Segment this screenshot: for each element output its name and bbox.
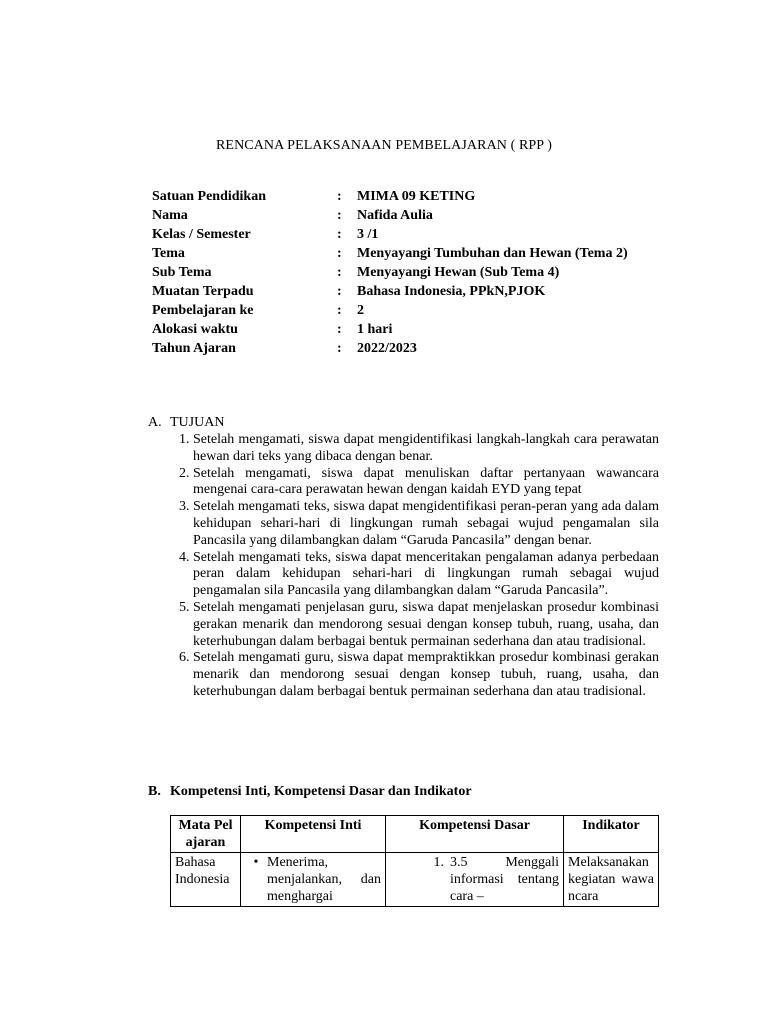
identity-row xyxy=(152,339,657,358)
cell-mapel: Bahasa Indonesia xyxy=(171,853,241,907)
identity-value: 3 /1 xyxy=(357,227,379,242)
identity-label: Tahun Ajaran xyxy=(152,341,236,356)
identity-label: Alokasi waktu xyxy=(152,322,238,337)
cell-kd xyxy=(386,853,564,907)
column-header-mapel: Mata Pelajaran xyxy=(171,816,241,853)
identity-separator: : xyxy=(337,341,342,356)
table-header-row xyxy=(171,816,659,853)
section-heading xyxy=(148,413,659,432)
identity-row xyxy=(152,282,657,301)
section-letter: A. xyxy=(148,415,162,430)
identity-row xyxy=(152,263,657,282)
list-text: Setelah mengamati penjelasan guru, siswa dapat menjelaskan prosedur kombinasi gerakan menarik dan mendorong sesuai dengan konsep tubuh, ruang, usaha, dan keterhubungan dalam berbagai bentuk permainan sederhana dan atau tradisional. xyxy=(193,599,659,649)
identity-separator: : xyxy=(337,265,342,280)
identity-value: MIMA 09 KETING xyxy=(357,189,476,204)
identity-label: Pembelajaran ke xyxy=(152,303,254,318)
identity-row xyxy=(152,320,657,339)
table-row xyxy=(171,853,659,907)
identity-separator: : xyxy=(337,246,342,261)
bullet-icon: • xyxy=(253,855,259,870)
column-header-kd: Kompetensi Dasar xyxy=(386,816,564,853)
identity-separator: : xyxy=(337,303,342,318)
identity-label: Satuan Pendidikan xyxy=(152,189,266,204)
identity-label: Sub Tema xyxy=(152,265,212,280)
objective-list xyxy=(148,432,659,701)
list-number: 2. xyxy=(179,465,190,481)
identity-row xyxy=(152,187,657,206)
section-title: TUJUAN xyxy=(170,415,225,430)
identity-value: 1 hari xyxy=(357,322,393,337)
list-item xyxy=(148,432,659,466)
kd-text: 3.5 Menggali informasi tentang cara – xyxy=(450,855,559,904)
list-text: Setelah mengamati teks, siswa dapat menceritakan pengalaman adanya perbedaan peran dalam kehidupan sehari-hari di lingkungan rumah sebagai wujud pengamalan sila Pancasila yang dilambangkan dalam “Garuda Pancasila”. xyxy=(193,549,659,599)
identity-value: Menyayangi Hewan (Sub Tema 4) xyxy=(357,265,560,280)
competency-table xyxy=(170,815,659,907)
section-title: Kompetensi Inti, Kompetensi Dasar dan Indikator xyxy=(170,784,472,799)
list-item xyxy=(148,466,659,500)
list-text: Setelah mengamati guru, siswa dapat mempraktikkan prosedur kombinasi gerakan menarik dan mendorong sesuai dengan konsep tubuh, ruang, usaha, dan keterhubungan dalam berbagai bentuk permainan sederhana dan atau tradisional. xyxy=(193,650,659,699)
ki-text: Menerima, menjalankan, dan menghargai xyxy=(267,855,381,904)
column-header-ki: Kompetensi Inti xyxy=(241,816,386,853)
identity-row xyxy=(152,225,657,244)
identity-value: Bahasa Indonesia, PPkN,PJOK xyxy=(357,284,546,299)
list-item xyxy=(148,550,659,600)
list-number: 1. xyxy=(179,432,190,447)
list-number: 5. xyxy=(179,599,190,615)
list-text: Setelah mengamati, siswa dapat menuliskan daftar pertanyaan wawancara mengenai cara-cara perawatan hewan dengan kaidah EYD yang tepat xyxy=(193,465,659,498)
identity-value: 2022/2023 xyxy=(357,341,417,356)
identity-value: Nafida Aulia xyxy=(357,208,433,223)
section-tujuan xyxy=(148,413,659,701)
identity-separator: : xyxy=(337,189,342,204)
identity-row xyxy=(152,301,657,320)
list-text: Setelah mengamati, siswa dapat mengidentifikasi langkah-langkah cara perawatan hewan dari teks yang dibaca dengan benar. xyxy=(193,432,659,464)
list-number: 3. xyxy=(179,499,190,515)
cell-ki xyxy=(241,853,386,907)
list-text: Setelah mengamati teks, siswa dapat mengidentifikasi peran-peran yang ada dalam kehidupan sehari-hari di lingkungan rumah sebagai wujud pengamalan sila Pancasila yang dilambangkan dalam “Garuda Pancasila” dengan benar. xyxy=(193,499,659,548)
document-title: RENCANA PELAKSANAAN PEMBELAJARAN ( RPP ) xyxy=(215,138,552,153)
section-kompetensi xyxy=(148,782,659,801)
identity-separator: : xyxy=(337,322,342,337)
column-header-indikator: Indikator xyxy=(564,816,659,853)
identity-separator: : xyxy=(337,227,342,242)
identity-row xyxy=(152,244,657,263)
section-letter: B. xyxy=(148,784,161,799)
cell-indikator: Melaksanakan kegiatan wawancara xyxy=(564,853,659,907)
list-item xyxy=(148,650,659,700)
identity-separator: : xyxy=(337,208,342,223)
list-number: 4. xyxy=(179,549,190,565)
section-heading xyxy=(148,782,659,801)
kd-number: 1. xyxy=(433,855,444,870)
identity-block xyxy=(152,187,657,358)
identity-value: 2 xyxy=(357,303,364,318)
identity-label: Muatan Terpadu xyxy=(152,284,254,299)
list-item xyxy=(148,499,659,549)
identity-separator: : xyxy=(337,284,342,299)
identity-label: Kelas / Semester xyxy=(152,227,251,242)
list-number: 6. xyxy=(179,650,190,666)
identity-value: Menyayangi Tumbuhan dan Hewan (Tema 2) xyxy=(357,246,628,261)
identity-label: Tema xyxy=(152,246,185,261)
identity-row xyxy=(152,206,657,225)
list-item xyxy=(148,600,659,650)
identity-label: Nama xyxy=(152,208,188,223)
